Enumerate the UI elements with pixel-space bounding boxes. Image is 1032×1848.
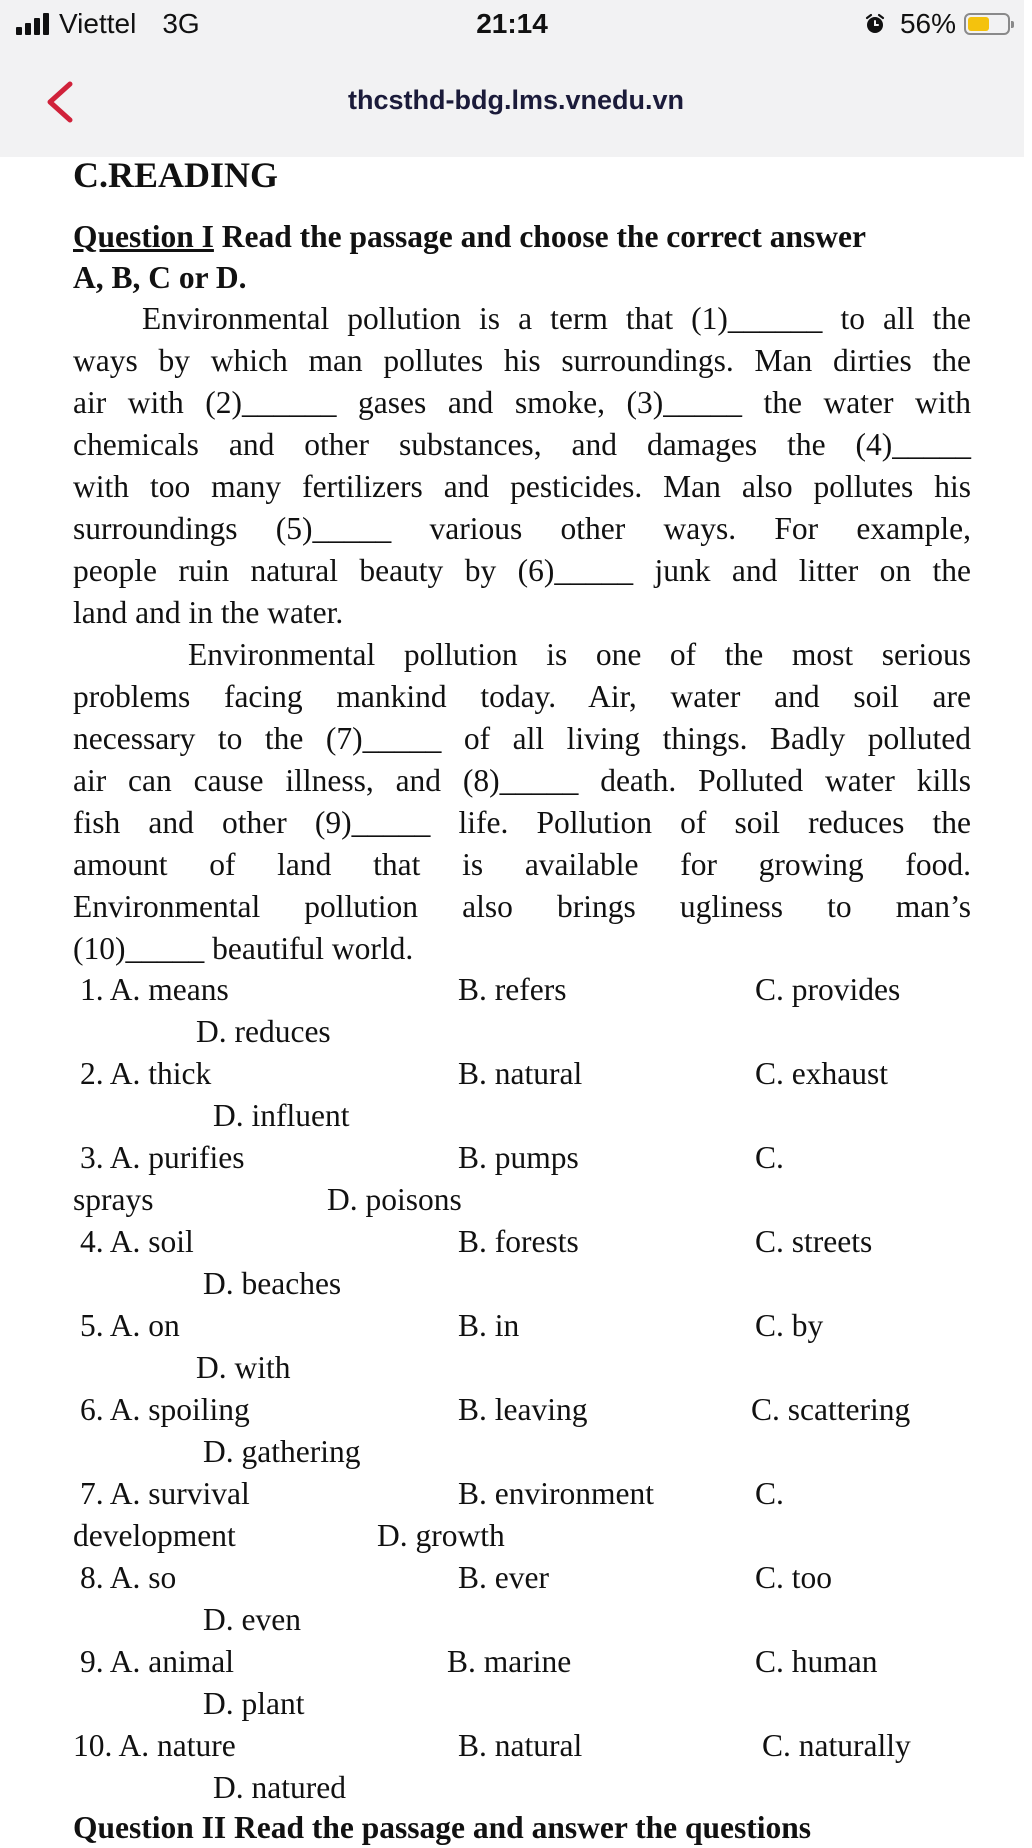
option-c-cont: sprays — [73, 1182, 154, 1217]
passage-line: surroundings (5)_____ various other ways. For example, — [73, 511, 971, 546]
option-c: C. human — [755, 1644, 878, 1679]
option-b: B. natural — [458, 1056, 583, 1091]
option-b: B. marine — [447, 1644, 572, 1679]
option-d: D. plant — [203, 1686, 305, 1721]
question-heading — [73, 217, 866, 257]
option-b: B. natural — [458, 1728, 583, 1763]
option-a: 9. A. animal — [80, 1644, 234, 1679]
option-a: 4. A. soil — [80, 1224, 194, 1259]
passage-line: fish and other (9)_____ life. Pollution of soil reduces the — [73, 805, 971, 840]
option-b: B. pumps — [458, 1140, 579, 1175]
option-d: D. influent — [213, 1098, 350, 1133]
option-b: B. refers — [458, 972, 567, 1007]
passage-line: problems facing mankind today. Air, water and soil are — [73, 679, 971, 714]
passage-line: chemicals and other substances, and damages the (4)_____ — [73, 427, 971, 462]
option-d: D. gathering — [203, 1434, 361, 1469]
option-a: 8. A. so — [80, 1560, 177, 1595]
option-c: C. naturally — [762, 1728, 911, 1763]
clock: 21:14 — [476, 8, 548, 39]
question-instruction: Read the passage and choose the correct answer — [213, 219, 866, 254]
option-d: D. even — [203, 1602, 301, 1637]
passage-line: (10)_____ beautiful world. — [73, 931, 414, 966]
alarm-icon — [864, 13, 886, 35]
option-a: 7. A. survival — [80, 1476, 250, 1511]
network-type: 3G — [162, 8, 200, 39]
option-a: 3. A. purifies — [80, 1140, 245, 1175]
url-text[interactable]: thcsthd-bdg.lms.vnedu.vn — [347, 85, 684, 115]
option-b: B. environment — [458, 1476, 654, 1511]
passage-line: Environmental pollution is a term that (1)______ to all the — [142, 301, 971, 336]
option-c: C. scattering — [751, 1392, 911, 1427]
option-b: B. in — [458, 1308, 520, 1343]
passage-line: with too many fertilizers and pesticides. Man also pollutes his — [73, 469, 971, 504]
passage-line: air with (2)______ gases and smoke, (3)_____ the water with — [73, 385, 971, 420]
question-label: Question I — [73, 219, 214, 254]
next-question-heading: Question II Read the passage and answer the questions — [73, 1810, 812, 1845]
option-d: D. poisons — [327, 1182, 462, 1217]
option-a: 2. A. thick — [80, 1056, 212, 1091]
option-c: C. too — [755, 1560, 833, 1595]
option-c-cont: development — [73, 1518, 236, 1553]
passage-line: air can cause illness, and (8)_____ death. Polluted water kills — [73, 763, 971, 798]
passage-line: land and in the water. — [73, 595, 344, 630]
passage-line: people ruin natural beauty by (6)_____ junk and litter on the — [73, 553, 971, 588]
passage-line: amount of land that is available for growing food. — [73, 847, 971, 882]
option-c: C. — [755, 1140, 784, 1175]
option-d: D. beaches — [203, 1266, 342, 1301]
option-c: C. by — [755, 1308, 824, 1343]
passage-line: ways by which man pollutes his surroundings. Man dirties the — [73, 343, 971, 378]
option-a: 1. A. means — [80, 972, 229, 1007]
carrier-name: Viettel — [59, 8, 137, 39]
status-bar — [0, 0, 1024, 50]
option-b: B. ever — [458, 1560, 549, 1595]
option-d: D. reduces — [196, 1014, 331, 1049]
status-right — [864, 8, 1010, 40]
passage-line: Environmental pollution is one of the most serious — [188, 637, 971, 672]
battery-percentage: 56% — [899, 8, 956, 39]
passage-line: Environmental pollution also brings ugliness to man’s — [73, 889, 971, 924]
question-instruction-cont: A, B, C or D. — [73, 260, 247, 295]
option-d: D. with — [196, 1350, 291, 1385]
section-title: C.READING — [73, 155, 279, 195]
option-b: B. leaving — [458, 1392, 588, 1427]
battery-level — [968, 17, 989, 31]
battery-icon — [964, 13, 1010, 35]
browser-address-bar — [0, 50, 1024, 157]
option-c: C. — [755, 1476, 784, 1511]
document-page — [0, 155, 1024, 1845]
option-c: C. streets — [755, 1224, 873, 1259]
option-d: D. growth — [377, 1518, 505, 1553]
passage-line: necessary to the (7)_____ of all living things. Badly polluted — [73, 721, 971, 756]
option-a: 5. A. on — [80, 1308, 180, 1343]
option-a: 6. A. spoiling — [80, 1392, 250, 1427]
option-a: 10. A. nature — [73, 1728, 236, 1763]
option-b: B. forests — [458, 1224, 579, 1259]
option-d: D. natured — [213, 1770, 346, 1805]
option-c: C. provides — [755, 972, 901, 1007]
option-c: C. exhaust — [755, 1056, 888, 1091]
